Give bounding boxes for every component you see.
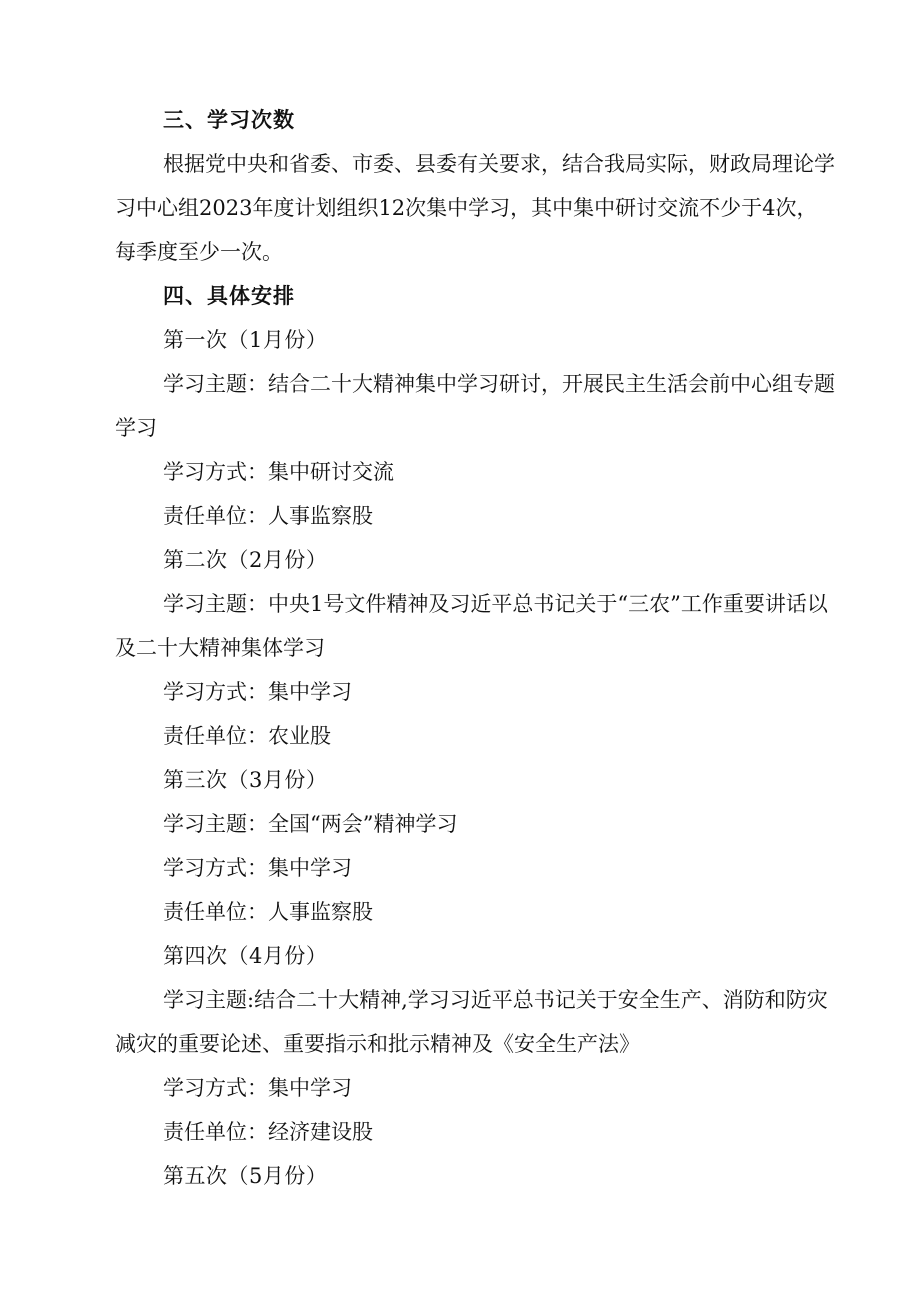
study-count-paragraph: 根据党中央和省委、市委、县委有关要求，结合我局实际，财政局理论学习中心组2023年度计划组织12次集中学习，其中集中研讨交流不少于4次，每季度至少一次。 bbox=[115, 152, 835, 264]
section-heading-arrangement: 四、具体安排 bbox=[163, 283, 295, 308]
document-body bbox=[115, 98, 835, 1198]
session-1-unit: 责任单位：人事监察股 bbox=[163, 504, 373, 528]
session-3-title: 第三次（3月份） bbox=[163, 768, 328, 792]
session-4-title: 第四次（4月份） bbox=[163, 944, 328, 968]
session-3-topic: 学习主题：全国“两会”精神学习 bbox=[163, 812, 458, 836]
session-3-unit: 责任单位：人事监察股 bbox=[163, 900, 373, 924]
session-1-method: 学习方式：集中研讨交流 bbox=[163, 460, 394, 484]
session-1-title: 第一次（1月份） bbox=[163, 328, 328, 352]
session-2-method: 学习方式：集中学习 bbox=[163, 680, 352, 704]
session-2-topic: 学习主题：中央1号文件精神及习近平总书记关于“三农”工作重要讲话以及二十大精神集体学习 bbox=[115, 592, 828, 660]
session-4-topic: 学习主题:结合二十大精神,学习习近平总书记关于安全生产、消防和防灾减灾的重要论述、重要指示和批示精神及《安全生产法》 bbox=[115, 988, 828, 1056]
session-1-topic: 学习主题：结合二十大精神集中学习研讨，开展民主生活会前中心组专题学习 bbox=[115, 372, 835, 440]
session-3-method: 学习方式：集中学习 bbox=[163, 856, 352, 880]
session-2-title: 第二次（2月份） bbox=[163, 548, 328, 572]
session-4-method: 学习方式：集中学习 bbox=[163, 1076, 352, 1100]
session-2-unit: 责任单位：农业股 bbox=[163, 724, 331, 748]
session-5-title: 第五次（5月份） bbox=[163, 1164, 328, 1188]
session-4-unit: 责任单位：经济建设股 bbox=[163, 1120, 373, 1144]
section-heading-study-count: 三、学习次数 bbox=[163, 107, 295, 132]
